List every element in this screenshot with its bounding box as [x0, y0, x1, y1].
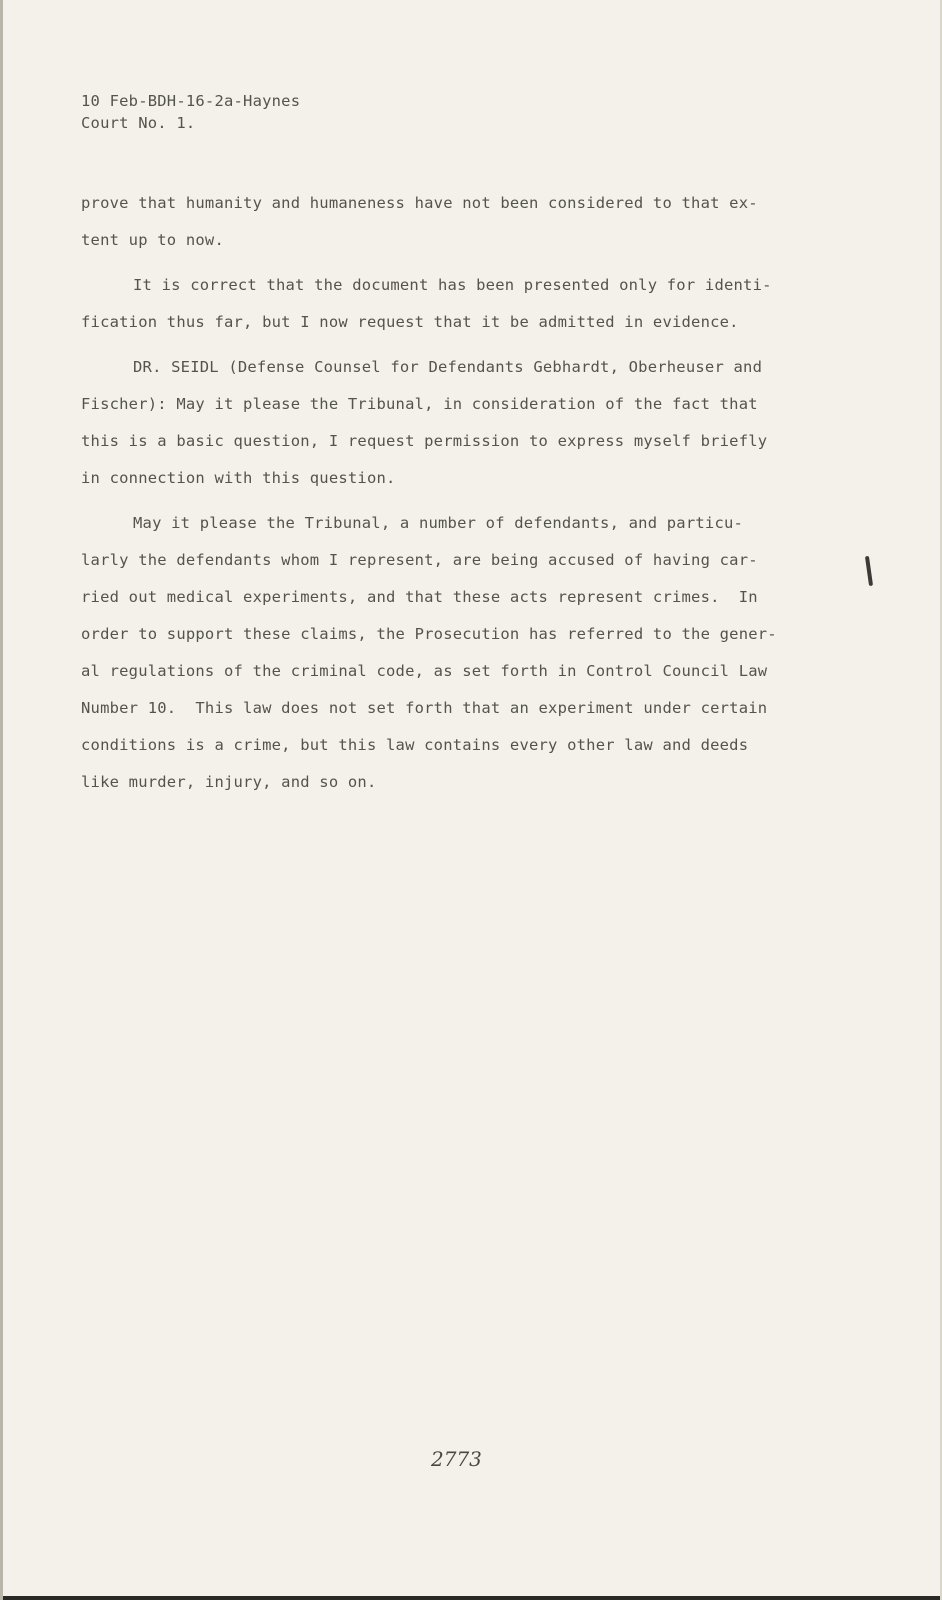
paragraph-1-line-2: tent up to now. [81, 231, 224, 249]
paragraph-4-line-7: conditions is a crime, but this law contains every other law and deeds [81, 736, 749, 754]
paragraph-3-line-4: in connection with this question. [81, 469, 396, 487]
document-header [81, 90, 300, 134]
paragraph-4-line-3: ried out medical experiments, and that these acts represent crimes. In [81, 588, 758, 606]
paragraph-2-line-2: fication thus far, but I now request that it be admitted in evidence. [81, 313, 739, 331]
paragraph-3-line-3: this is a basic question, I request permission to express myself briefly [81, 432, 768, 450]
paragraph-4-line-5: al regulations of the criminal code, as set forth in Control Council Law [81, 662, 768, 680]
paragraph-4-line-1: May it please the Tribunal, a number of defendants, and particu- [133, 514, 744, 532]
paragraph-4-line-4: order to support these claims, the Prosecution has referred to the gener- [81, 625, 777, 643]
header-court-line: Court No. 1. [81, 114, 196, 132]
margin-pencil-mark [865, 556, 873, 586]
paragraph-1-line-1: prove that humanity and humaneness have not been considered to that ex- [81, 194, 758, 212]
transcript-body [81, 185, 841, 801]
paragraph-3-line-1: DR. SEIDL (Defense Counsel for Defendants Gebhardt, Oberheuser and [133, 358, 763, 376]
paragraph-4-line-6: Number 10. This law does not set forth that an experiment under certain [81, 699, 768, 717]
paragraph-4-line-2: larly the defendants whom I represent, are being accused of having car- [81, 551, 758, 569]
header-session-line: 10 Feb-BDH-16-2a-Haynes [81, 92, 301, 110]
page-number: 2773 [431, 1447, 482, 1471]
paragraph-3-line-2: Fischer): May it please the Tribunal, in consideration of the fact that [81, 395, 758, 413]
paragraph-2-line-1: It is correct that the document has been presented only for identi- [133, 276, 772, 294]
paragraph-4-line-8: like murder, injury, and so on. [81, 773, 377, 791]
